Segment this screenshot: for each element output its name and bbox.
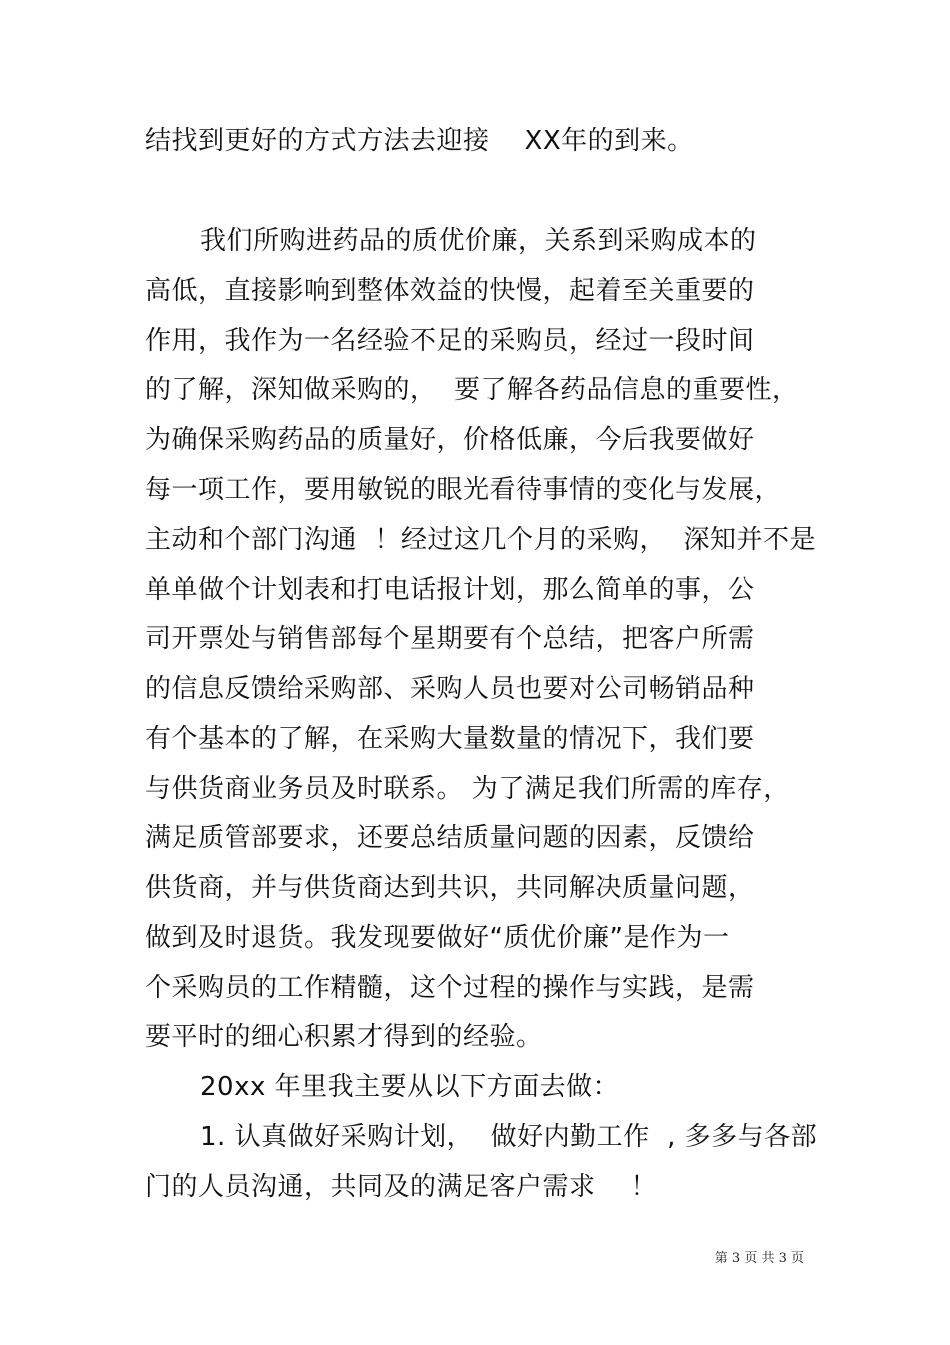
- text-line: 1. 认真做好采购计划， 做好内勤工作 , 多多与各部: [200, 1122, 818, 1152]
- text-line: 高低，直接影响到整体效益的快慢，起着至关重要的: [145, 276, 755, 306]
- text-line: 门的人员沟通，共同及的满足客户需求 ！: [145, 1172, 658, 1202]
- text-line: 做到及时退货。我发现要做好“质优价廉”是作为一: [145, 923, 730, 953]
- text-line: 与供货商业务员及时联系。 为了满足我们所需的库存，: [145, 774, 790, 804]
- text-line: 每一项工作，要用敏锐的眼光看待事情的变化与发展，: [145, 475, 782, 505]
- page-number-footer: 第 3 页 共 3 页: [714, 1251, 804, 1266]
- text-line: 有个基本的了解，在采购大量数量的情况下，我们要: [145, 724, 755, 754]
- text-line: 为确保采购药品的质量好，价格低廉，今后我要做好: [145, 425, 755, 455]
- text-line: 个采购员的工作精髓，这个过程的操作与实践，是需: [145, 973, 755, 1003]
- text-line: 主动和个部门沟通 ！经过这几个月的采购， 深知并不是: [145, 525, 817, 555]
- text-line: 要平时的细心积累才得到的经验。: [145, 1022, 543, 1052]
- text-line: 结找到更好的方式方法去迎接 XX年的到来。: [145, 126, 694, 156]
- text-line: 的了解，深知做采购的， 要了解各药品信息的重要性，: [145, 375, 799, 405]
- text-line: 我们所购进药品的质优价廉，关系到采购成本的: [200, 226, 757, 256]
- text-line: 20xx 年里我主要从以下方面去做：: [200, 1072, 620, 1102]
- text-line: 供货商，并与供货商达到共识，共同解决质量问题，: [145, 873, 755, 903]
- text-line: 满足质管部要求，还要总结质量问题的因素，反馈给: [145, 823, 755, 853]
- text-line: 司开票处与销售部每个星期要有个总结，把客户所需: [145, 624, 755, 654]
- text-line: 的信息反馈给采购部、采购人员也要对公司畅销品种: [145, 674, 755, 704]
- text-line: 作用，我作为一名经验不足的采购员，经过一段时间: [145, 326, 755, 356]
- text-line: 单单做个计划表和打电话报计划，那么简单的事，公: [145, 575, 755, 605]
